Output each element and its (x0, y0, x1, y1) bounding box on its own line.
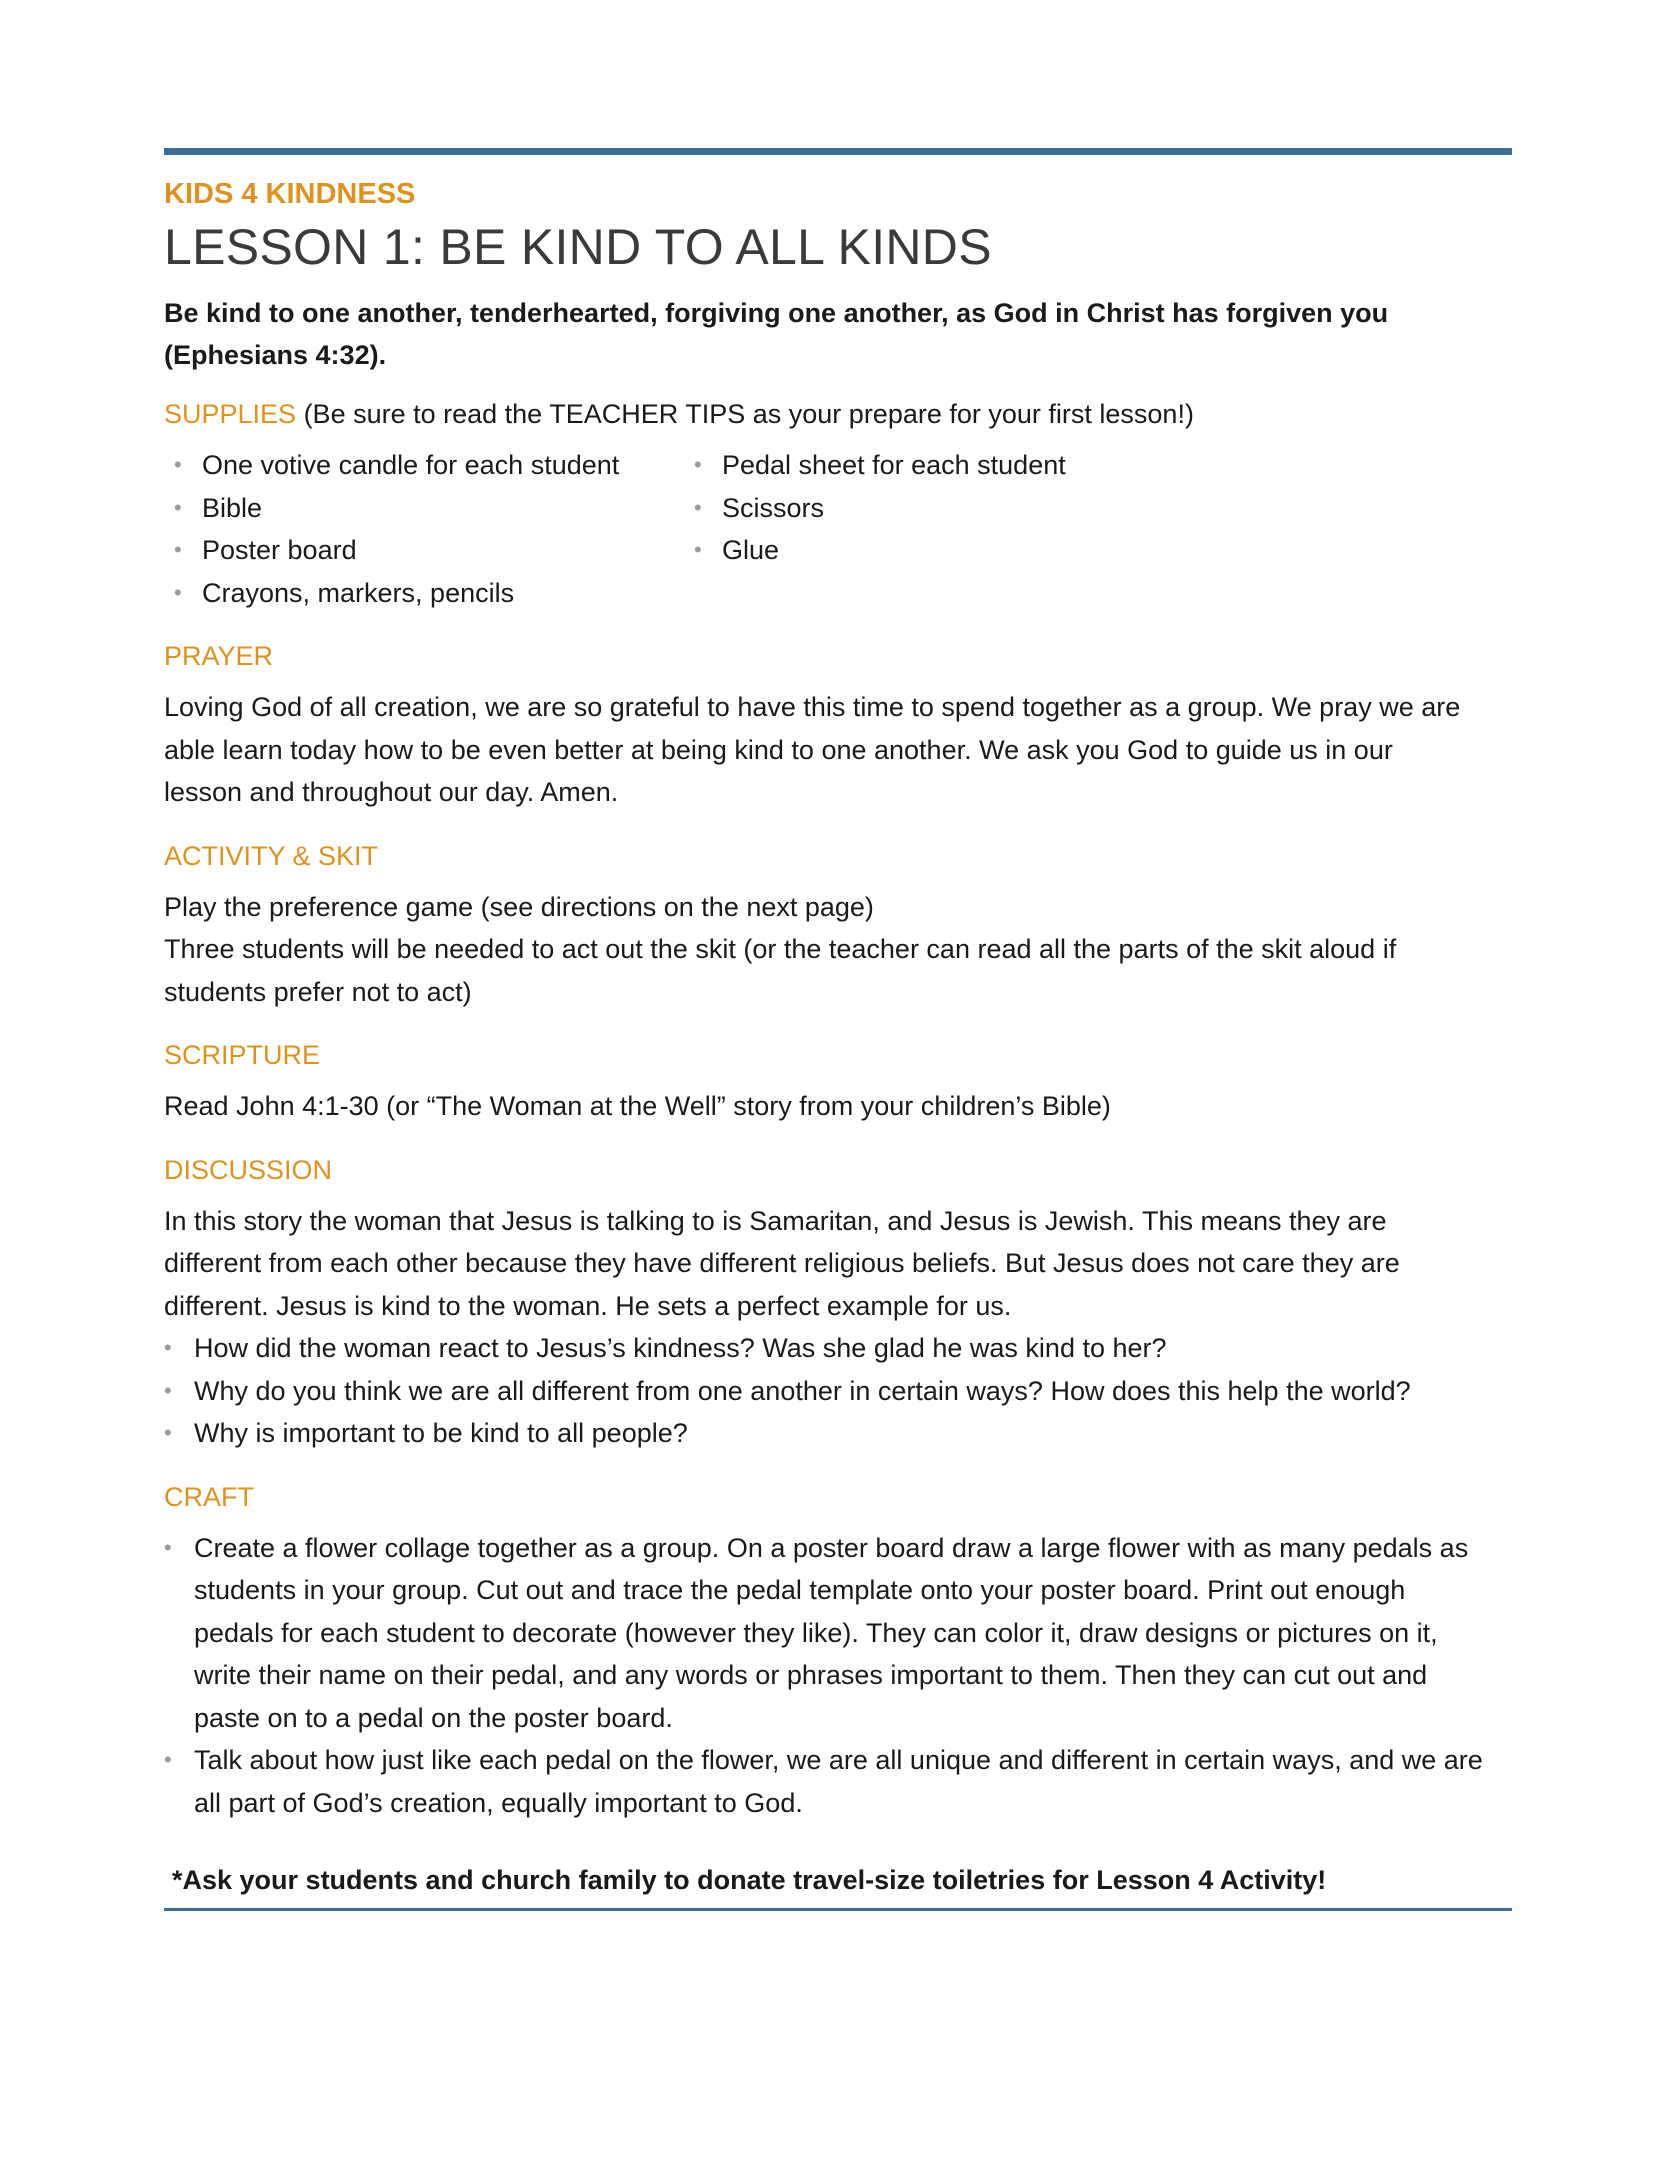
activity-line: students prefer not to act) (164, 976, 472, 1007)
lesson-content (164, 174, 1512, 1911)
prayer-section (164, 636, 1512, 814)
discussion-line: different. Jesus is kind to the woman. He sets a perfect example for us. (164, 1290, 1012, 1321)
prayer-line: Loving God of all creation, we are so grateful to have this time to spend together as a group. We pray we are (164, 692, 1461, 722)
supplies-column-2 (692, 444, 1292, 614)
craft-step-line: • Talk about how just like each pedal on the flower, we are all unique and different in certain ways, and we are (194, 1745, 1483, 1775)
series-title: KIDS 4 KINDNESS (164, 178, 416, 210)
supply-item: • Crayons, markers, pencils (172, 572, 692, 615)
craft-step-line: • Create a flower collage together as a group. On a poster board draw a large flower with as many pedals as (194, 1532, 1469, 1563)
craft-heading: CRAFT (164, 1481, 254, 1512)
discussion-section (164, 1150, 1512, 1455)
supplies-heading-line (164, 394, 1512, 434)
activity-line: Play the preference game (see directions on the next page) (164, 891, 874, 922)
discussion-line: In this story the woman that Jesus is talking to is Samaritan, and Jesus is Jewish. This means they are (164, 1205, 1387, 1236)
supplies-note: (Be sure to read the TEACHER TIPS as your prepare for your first lesson!) (296, 399, 1194, 429)
prayer-line: able learn today how to be even better at being kind to one another. We ask you God to guide us in our (164, 734, 1393, 765)
lesson-title: LESSON 1: BE KIND TO ALL KINDS (164, 219, 992, 275)
scripture-heading: SCRIPTURE (164, 1040, 321, 1070)
discussion-line: different from each other because they have different religious beliefs. But Jesus does not care they are (164, 1248, 1400, 1278)
bottom-rule (164, 1908, 1512, 1911)
supply-item: • Glue (692, 529, 1292, 572)
supplies-column-1 (164, 444, 692, 614)
prayer-heading: PRAYER (164, 641, 274, 671)
supply-item: • Scissors (692, 487, 1292, 530)
activity-line: Three students will be needed to act out the skit (or the teacher can read all the parts of the skit aloud if (164, 934, 1397, 964)
supply-item: • Poster board (172, 529, 692, 572)
discussion-question: • Why is important to be kind to all people? (164, 1412, 1512, 1455)
discussion-question: • Why do you think we are all different from one another in certain ways? How does this help the world? (164, 1370, 1512, 1413)
craft-step-line: students in your group. Cut out and trace the pedal template onto your poster board. Print out enough (194, 1575, 1406, 1605)
discussion-text (164, 1200, 1512, 1328)
discussion-heading: DISCUSSION (164, 1154, 333, 1185)
verse-reference: (Ephesians 4:32). (164, 340, 387, 370)
craft-step (164, 1739, 1512, 1824)
supply-item: • Pedal sheet for each student (692, 444, 1292, 487)
scripture-section (164, 1035, 1512, 1128)
toiletries-reminder: *Ask your students and church family to donate travel-size toiletries for Lesson 4 Activity! (172, 1865, 1327, 1895)
craft-step-line: all part of God’s creation, equally important to God. (194, 1787, 803, 1818)
supply-item: • One votive candle for each student (172, 444, 692, 487)
activity-text (164, 886, 1512, 1014)
craft-step-line: paste on to a pedal on the poster board. (194, 1702, 673, 1733)
discussion-questions (164, 1327, 1512, 1455)
activity-heading: ACTIVITY & SKIT (164, 840, 379, 871)
activity-section (164, 836, 1512, 1014)
supplies-heading: SUPPLIES (164, 399, 297, 429)
supplies-list (164, 444, 1512, 614)
memory-verse (164, 292, 1512, 376)
prayer-line: lesson and throughout our day. Amen. (164, 777, 619, 807)
supply-item: • Bible (172, 487, 692, 530)
discussion-question: • How did the woman react to Jesus’s kindness? Was she glad he was kind to her? (164, 1327, 1512, 1370)
prayer-text (164, 686, 1512, 814)
craft-step-line: pedals for each student to decorate (however they like). They can color it, draw designs or pictures on it, (194, 1617, 1438, 1648)
scripture-text: Read John 4:1-30 (or “The Woman at the Well” story from your children’s Bible) (164, 1091, 1111, 1121)
craft-step (164, 1527, 1512, 1740)
craft-section (164, 1477, 1512, 1825)
craft-step-line: write their name on their pedal, and any words or phrases important to them. Then they can cut out and (194, 1660, 1428, 1690)
top-rule (164, 148, 1512, 155)
verse-line: Be kind to one another, tenderhearted, forgiving one another, as God in Christ has forgiven you (164, 298, 1389, 328)
craft-steps (164, 1527, 1512, 1825)
